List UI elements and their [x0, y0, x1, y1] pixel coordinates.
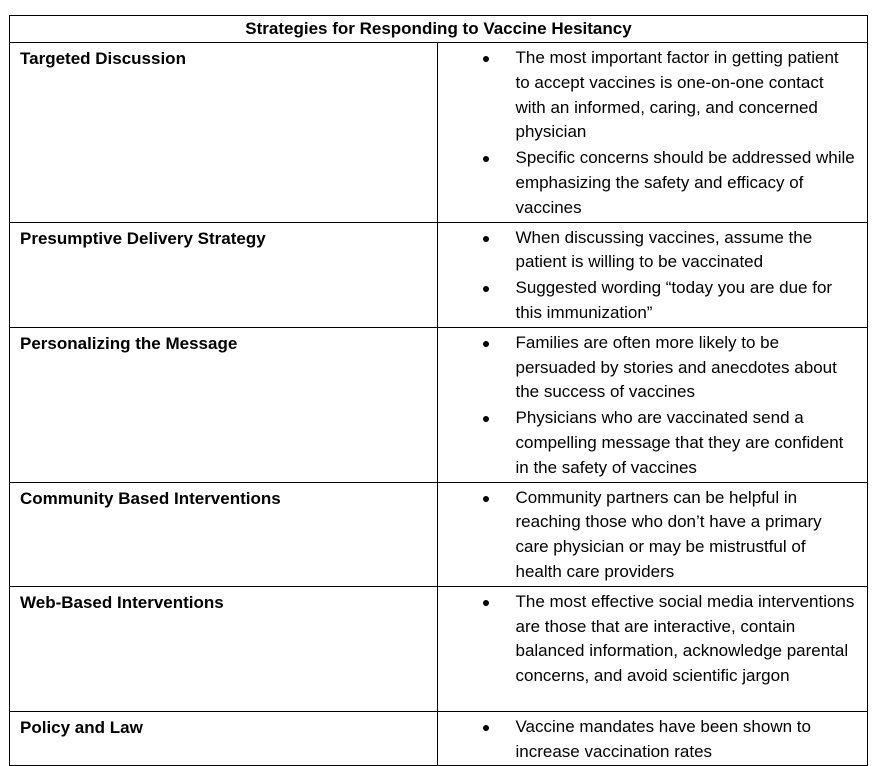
- bullet-text: Vaccine mandates have been shown to increase vaccination rates: [515, 716, 811, 761]
- bullet-text: Specific concerns should be addressed while emphasizing the safety and efficacy of vaccines: [515, 148, 855, 217]
- bullet-text: When discussing vaccines, assume the patient is willing to be vaccinated: [515, 227, 813, 272]
- bullet-icon: [483, 236, 489, 242]
- table-title: Strategies for Responding to Vaccine Hesitancy: [10, 16, 868, 43]
- bullet-icon: [483, 286, 489, 292]
- table-row: [10, 711, 868, 766]
- details-cell: [438, 327, 868, 482]
- table-row: [10, 586, 868, 711]
- bullet-icon: [483, 341, 489, 347]
- strategy-name: Community Based Interventions: [20, 488, 281, 508]
- bullet-text: Families are often more likely to be persuaded by stories and anecdotes about the success of vaccines: [515, 332, 837, 402]
- list-item: [438, 331, 855, 405]
- bullet-list: [438, 712, 867, 765]
- strategy-cell: [10, 711, 438, 766]
- bullet-text: Community partners can be helpful in reaching those who don’t have a primary care physician or may be mistrustful of health care providers: [515, 487, 822, 581]
- bullet-list: [438, 223, 867, 326]
- list-item: [438, 590, 855, 689]
- strategy-name: Targeted Discussion: [20, 49, 186, 68]
- table-row: [10, 482, 868, 586]
- bullet-icon: [483, 496, 489, 502]
- bullet-icon: [483, 56, 489, 62]
- bullet-text: The most important factor in getting patient to accept vaccines is one-on-one contact with an informed, caring, and concerned physician: [515, 48, 839, 142]
- strategy-cell: [10, 222, 438, 327]
- strategy-name: Policy and Law: [20, 717, 143, 737]
- details-cell: [438, 586, 868, 711]
- strategy-cell: [10, 482, 438, 586]
- details-cell: [438, 482, 868, 586]
- details-cell: [438, 222, 868, 327]
- bullet-icon: [483, 156, 489, 162]
- strategy-name: Presumptive Delivery Strategy: [20, 228, 266, 248]
- list-item: [438, 46, 855, 145]
- table-row: [10, 222, 868, 327]
- bullet-text: Physicians who are vaccinated send a compelling message that they are confident in the safety of vaccines: [515, 408, 844, 477]
- bullet-list: [438, 328, 867, 481]
- bullet-list: [438, 483, 867, 585]
- bullet-icon: [483, 416, 489, 422]
- strategy-name: Personalizing the Message: [20, 333, 238, 353]
- list-item: [438, 715, 855, 765]
- strategy-cell: [10, 327, 438, 482]
- strategy-name: Web-Based Interventions: [20, 592, 224, 612]
- strategy-cell: [10, 43, 438, 223]
- list-item: [438, 406, 855, 480]
- strategy-cell: [10, 586, 438, 711]
- list-item: [438, 486, 855, 585]
- table-row: [10, 43, 868, 223]
- table-row: [10, 327, 868, 482]
- table-header-row: [10, 16, 868, 43]
- bullet-list: [438, 43, 867, 221]
- list-item: [438, 276, 855, 326]
- details-cell: [438, 43, 868, 223]
- details-cell: [438, 711, 868, 766]
- bullet-text: The most effective social media interventions are those that are interactive, contain balanced information, acknowledge parental concerns, and avoid scientific jargon: [515, 591, 855, 686]
- list-item: [438, 226, 855, 276]
- strategies-table: [9, 15, 868, 766]
- bullet-list: [438, 587, 867, 689]
- bullet-icon: [483, 725, 489, 731]
- bullet-text: Suggested wording “today you are due for this immunization”: [515, 278, 833, 322]
- list-item: [438, 146, 855, 220]
- bullet-icon: [483, 600, 489, 606]
